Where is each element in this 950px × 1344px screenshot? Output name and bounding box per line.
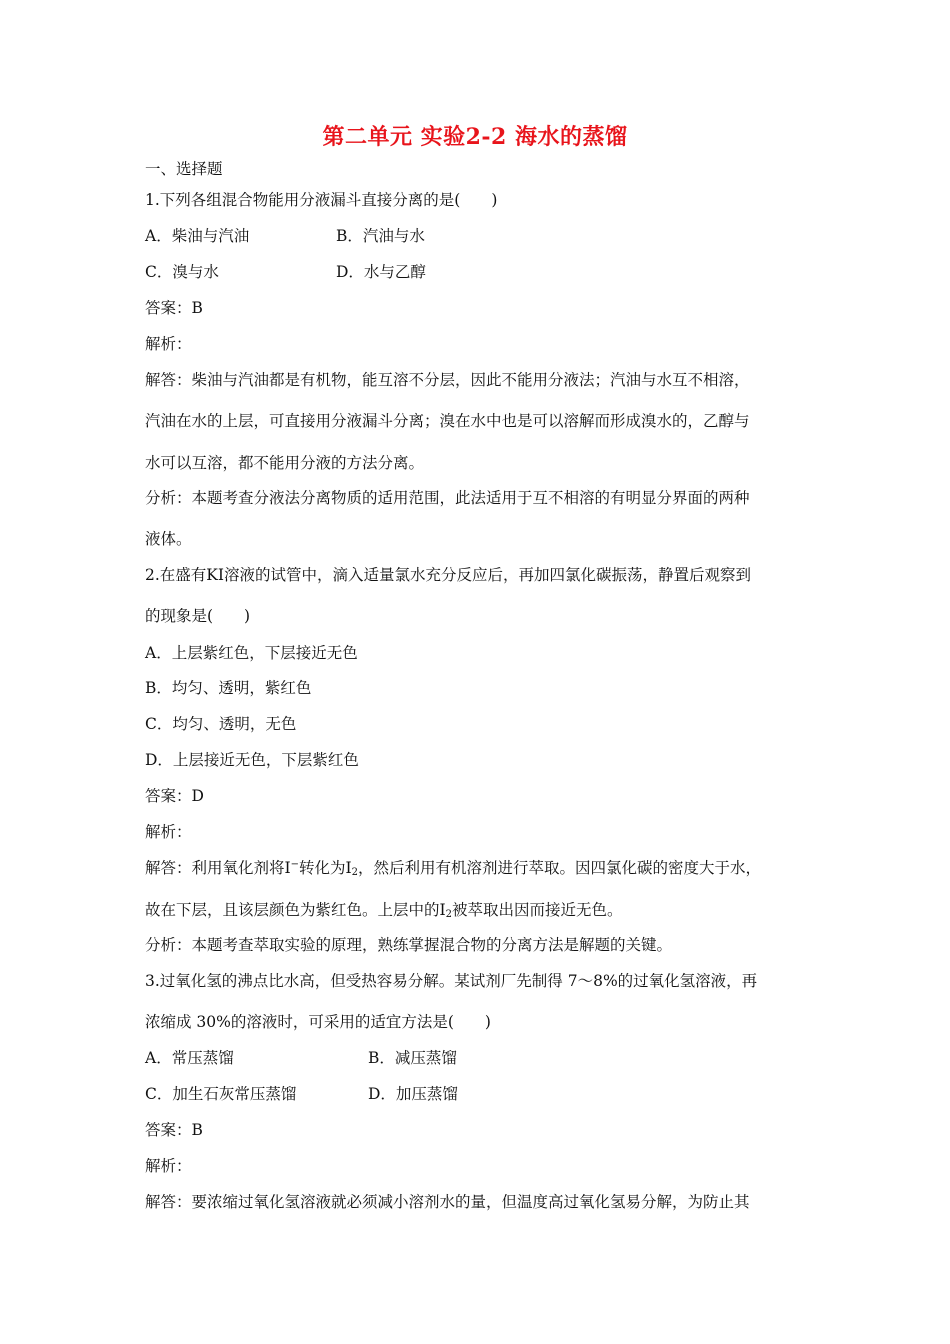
page-title: 第二单元 实验2-2 海水的蒸馏 <box>322 124 628 150</box>
q3-stem-line-2: 浓缩成 30%的溶液时，可采用的适宜方法是( ) <box>145 1013 491 1031</box>
q1-option-c: C．溴与水 <box>145 263 219 281</box>
q2-answer: 答案：D <box>145 787 204 805</box>
q2-option-d: D．上层接近无色，下层紫红色 <box>145 751 359 769</box>
q3-option-d: D．加压蒸馏 <box>368 1085 458 1103</box>
q3-answer: 答案：B <box>145 1121 203 1139</box>
q2-option-a: A．上层紫红色，下层接近无色 <box>145 644 358 662</box>
q2-jieda-line-2 <box>145 900 623 920</box>
iodine-subscript: 2 <box>351 867 359 878</box>
q2-option-b: B．均匀、透明，紫红色 <box>145 679 312 697</box>
q2-jieda-text: 转化为 <box>299 859 346 877</box>
iodine-formula: I <box>439 901 446 919</box>
q1-option-d: D．水与乙醇 <box>336 263 426 281</box>
q2-option-c: C．均匀、透明，无色 <box>145 715 297 733</box>
q2-jieda-text: ，然后利用有机溶剂进行萃取。因四氯化碳的密度大于水， <box>358 859 762 877</box>
iodide-charge: − <box>290 859 300 870</box>
q1-answer: 答案：B <box>145 299 203 317</box>
q2-fenxi: 分析：本题考查萃取实验的原理，熟练掌握混合物的分离方法是解题的关键。 <box>145 936 673 954</box>
q2-jieda-text: 解答：利用氧化剂将 <box>145 859 285 877</box>
q1-option-a: A．柴油与汽油 <box>145 227 250 245</box>
iodine-formula: I <box>345 859 352 877</box>
q1-jieda-line-1: 解答：柴油与汽油都是有机物，能互溶不分层，因此不能用分液法；汽油与水互不相溶， <box>145 371 750 389</box>
iodide-ion: I <box>284 859 291 877</box>
q3-jiexi: 解析： <box>145 1157 192 1175</box>
q3-option-a: A．常压蒸馏 <box>145 1049 234 1067</box>
q2-stem-line-1: 2.在盛有KI溶液的试管中，滴入适量氯水充分反应后，再加四氯化碳振荡，静置后观察到 <box>145 566 751 584</box>
q1-jiexi: 解析： <box>145 335 192 353</box>
q2-jiexi: 解析： <box>145 823 192 841</box>
q3-stem-line-1: 3.过氧化氢的沸点比水高，但受热容易分解。某试剂厂先制得 7～8%的过氧化氢溶液，再 <box>145 972 758 990</box>
q3-option-b: B．减压蒸馏 <box>368 1049 457 1067</box>
q1-stem: 1.下列各组混合物能用分液漏斗直接分离的是( ) <box>145 191 498 209</box>
q1-option-b: B．汽油与水 <box>336 227 425 245</box>
q1-fenxi-line-1: 分析：本题考查分液法分离物质的适用范围，此法适用于互不相溶的有明显分界面的两种 <box>145 489 750 507</box>
q2-jieda-text: 故在下层，且该层颜色为紫红色。上层中的 <box>145 901 440 919</box>
q2-jieda-line-1 <box>145 858 761 878</box>
q1-fenxi-line-2: 液体。 <box>145 530 192 548</box>
section-heading: 一、选择题 <box>145 160 223 178</box>
q3-option-c: C．加生石灰常压蒸馏 <box>145 1085 297 1103</box>
q1-jieda-line-3: 水可以互溶，都不能用分液的方法分离。 <box>145 454 425 472</box>
q2-stem-line-2: 的现象是( ) <box>145 607 251 625</box>
iodine-subscript: 2 <box>445 909 453 920</box>
q1-jieda-line-2: 汽油在水的上层，可直接用分液漏斗分离；溴在水中也是可以溶解而形成溴水的，乙醇与 <box>145 412 750 430</box>
q2-jieda-text: 被萃取出因而接近无色。 <box>452 901 623 919</box>
q3-jieda-line-1: 解答：要浓缩过氧化氢溶液就必须减小溶剂水的量，但温度高过氧化氢易分解，为防止其 <box>145 1193 750 1211</box>
